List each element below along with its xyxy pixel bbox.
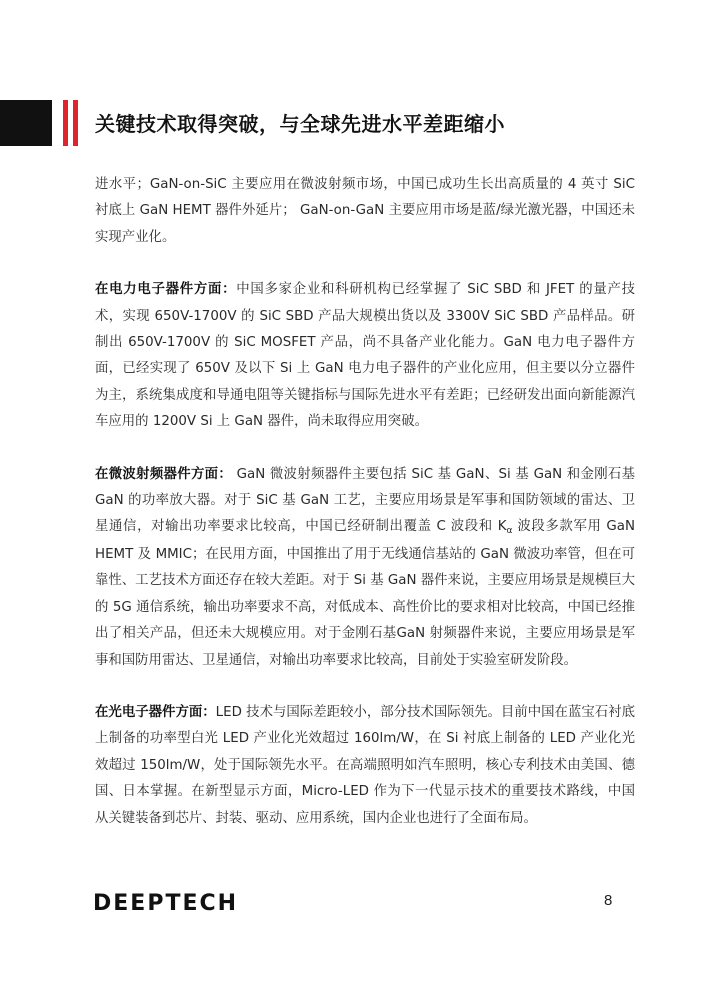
paragraph-text: 波段多款军用 GaN HEMT 及 MMIC；在民用方面，中国推出了用于无线通信基站的 GaN 微波功率管，但在可靠性、工艺技术方面还存在较大差距。对于 Si 基 GaN 器件来说，主要应用场景是规模巨大的 5G 通信系统，输出功率要求不高，对低成本、高性价比的要求相对比较高，中国已经推出了相关产品，但还未大规模应用。对于金刚石基GaN 射频器件来说，主要应用场景是军事和国防用雷达、卫星通信，对输出功率要求比较高，目前处于实验室研发阶段。 (95, 519, 635, 668)
paragraph-text: GaN 微波射频器件主要包括 SiC 基 GaN、Si 基 GaN 和金刚石基 GaN 的功率放大器。对于 SiC 基 GaN 工艺，主要应用场景是军事和国防领域的雷达、卫星通信，对输出功率要求比较高，中国已经研制出覆盖 C 波段和 K (95, 466, 635, 535)
paragraph-lead: 在电力电子器件方面： (95, 282, 237, 298)
header-red-bar-right (73, 100, 78, 146)
paragraph-text: 进水平；GaN-on-SiC 主要应用在微波射频市场，中国已成功生长出高质量的 4 英寸 SiC 衬底上 GaN HEMT 器件外延片； GaN-on-GaN 主要应用市场是蓝/绿光激光器，中国还未实现产业化。 (95, 177, 635, 245)
header-black-block (0, 100, 52, 146)
paragraph-intro (95, 172, 635, 251)
paragraph-lead: 在光电子器件方面： (95, 704, 216, 720)
paragraph-text: 中国多家企业和科研机构已经掌握了 SiC SBD 和 JFET 的量产技术，实现 650V-1700V 的 SiC SBD 产品大规模出货以及 3300V SiC SBD 产品样品。研制出 650V-1700V 的 SiC MOSFET 产品，尚不具备产业化能力。GaN 电力电子器件方面，已经实现了 650V 及以下 Si 上 GaN 电力电子器件的产业化应用，但主要以分立器件为主，系统集成度和导通电阻等关键指标与国际先进水平有差距；已经研发出面向新能源汽车应用的 1200V Si 上 GaN 器件，尚未取得应用突破。 (95, 282, 636, 430)
body-content (95, 172, 635, 858)
header-red-bar-left (63, 100, 68, 146)
deeptech-logo: DEEPTECH (93, 891, 239, 916)
paragraph-power-electronics (95, 277, 635, 435)
paragraph-microwave-rf (95, 462, 635, 674)
paragraph-lead: 在微波射频器件方面： (95, 466, 233, 482)
paragraph-text: LED 技术与国际差距较小，部分技术国际领先。目前中国在蓝宝石衬底上制备的功率型白光 LED 产业化光效超过 160lm/W，在 Si 衬底上制备的 LED 产业化光效超过 150lm/W，处于国际领先水平。在高端照明如汽车照明，核心专利技术由美国、德国、日本掌握。在新型显示方面，Micro-LED 作为下一代显示技术的重要技术路线，中国从关键装备到芯片、封装、驱动、应用系统，国内企业也进行了全面布局。 (95, 704, 635, 826)
section-title: 关键技术取得突破，与全球先进水平差距缩小 (95, 112, 505, 136)
subscript-alpha: α (506, 526, 513, 537)
paragraph-optoelectronics (95, 700, 635, 832)
page-number: 8 (604, 892, 613, 909)
